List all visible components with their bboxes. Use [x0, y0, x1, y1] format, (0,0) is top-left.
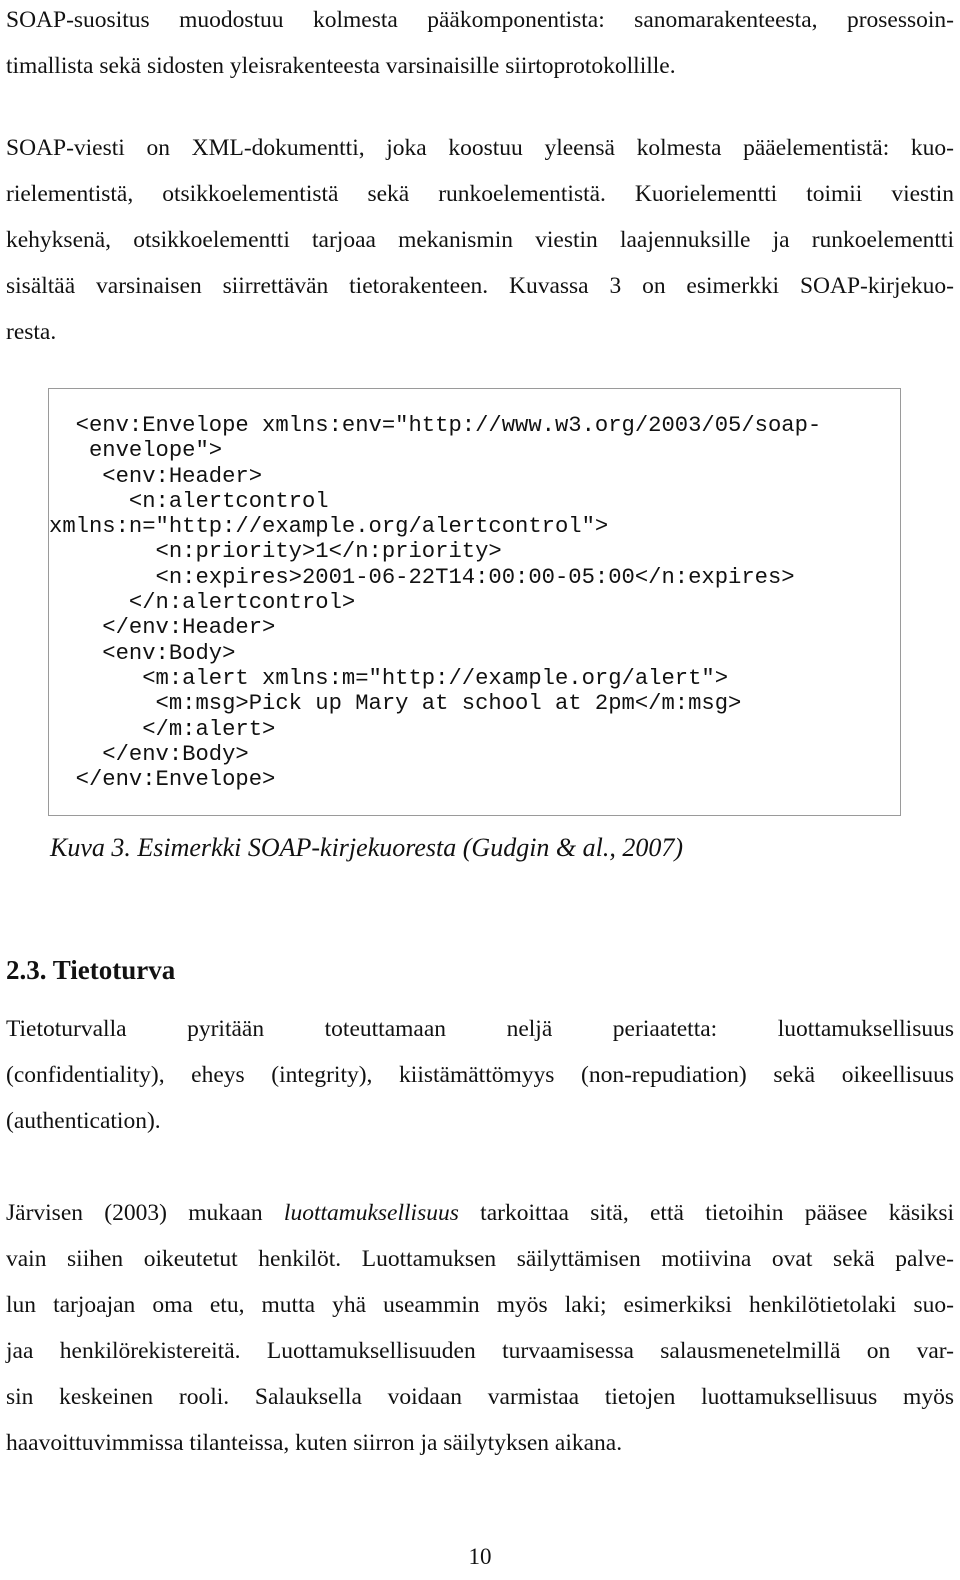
code-line: </env:Envelope> — [49, 767, 276, 793]
code-line: <n:alertcontrol — [49, 488, 329, 514]
intro-line: timallista sekä sidosten yleisrakenteesta varsinaisille siirtoprotokollille. — [6, 53, 676, 79]
paragraph-line: SOAP-viesti on XML-dokumentti, joka koostuu yleensä kolmesta pääelementistä: kuo- — [6, 135, 954, 161]
paragraph-line: vain siihen oikeutetut henkilöt. Luottamuksen säilyttämisen motiivina ovat sekä palve- — [6, 1246, 954, 1272]
paragraph-line: sin keskeinen rooli. Salauksella voidaan varmistaa tietojen luottamuksellisuus myös — [6, 1384, 954, 1410]
code-line: <env:Header> — [49, 463, 263, 489]
code-line: </env:Body> — [49, 741, 249, 767]
paragraph-line: kehyksenä, otsikkoelementti tarjoaa mekanismin viestin laajennuksille ja runkoelementti — [6, 227, 954, 253]
paragraph-line: lun tarjoajan oma etu, mutta yhä useammin myös laki; esimerkiksi henkilötietolaki suo- — [6, 1292, 954, 1318]
paragraph-line — [6, 1190, 954, 1236]
text-run: Järvisen (2003) mukaan — [6, 1200, 263, 1226]
text-run: tarkoittaa sitä, että tietoihin pääsee käsiksi — [480, 1200, 954, 1226]
intro-line: SOAP-suositus muodostuu kolmesta pääkomponentista: sanomarakenteesta, prosessoin- — [6, 7, 954, 33]
intro-paragraph — [6, 0, 954, 89]
code-line: <env:Envelope xmlns:env="http://www.w3.org/2003/05/soap- — [49, 413, 822, 438]
security-paragraph — [6, 1006, 954, 1144]
page-number: 10 — [468, 1544, 492, 1569]
paragraph-line: jaa henkilörekistereitä. Luottamuksellisuuden turvaamisessa salausmenetelmillä on var- — [6, 1338, 954, 1364]
code-line: <env:Body> — [49, 640, 236, 666]
code-line: </env:Header> — [49, 615, 276, 641]
code-line: </m:alert> — [49, 716, 276, 742]
code-line: <n:priority>1</n:priority> — [49, 539, 502, 565]
paragraph-line: rielementistä, otsikkoelementistä sekä runkoelementistä. Kuorielementti toimii viestin — [6, 181, 954, 207]
confidentiality-paragraph — [6, 1190, 954, 1466]
soap-message-paragraph — [6, 125, 954, 355]
section-heading: 2.3. Tietoturva — [6, 955, 176, 985]
figure-caption: Kuva 3. Esimerkki SOAP-kirjekuoresta (Gudgin & al., 2007) — [50, 833, 684, 862]
paragraph-line: sisältää varsinaisen siirrettävän tietorakenteen. Kuvassa 3 on esimerkki SOAP-kirjekuo- — [6, 273, 954, 299]
paragraph-line: haavoittuvimmissa tilanteissa, kuten siirron ja säilytyksen aikana. — [6, 1430, 623, 1456]
code-listing — [49, 413, 821, 792]
paragraph-line: (confidentiality), eheys (integrity), kiistämättömyys (non-repudiation) sekä oikeellisuus — [6, 1062, 954, 1088]
soap-envelope-code-figure — [48, 388, 901, 816]
code-line: xmlns:n="http://example.org/alertcontrol"> — [49, 514, 609, 540]
code-line: <n:expires>2001-06-22T14:00:00-05:00</n:expires> — [49, 564, 795, 590]
code-line: <m:msg>Pick up Mary at school at 2pm</m:msg> — [49, 691, 742, 717]
code-line: </n:alertcontrol> — [49, 590, 356, 616]
paragraph-line: (authentication). — [6, 1108, 161, 1134]
code-line: envelope"> — [49, 438, 223, 464]
paragraph-line: resta. — [6, 319, 57, 345]
paragraph-line: Tietoturvalla pyritään toteuttamaan neljä periaatetta: luottamuksellisuus — [6, 1016, 954, 1042]
code-line: <m:alert xmlns:m="http://example.org/alert"> — [49, 665, 729, 691]
emphasized-term: luottamuksellisuus — [283, 1200, 459, 1226]
